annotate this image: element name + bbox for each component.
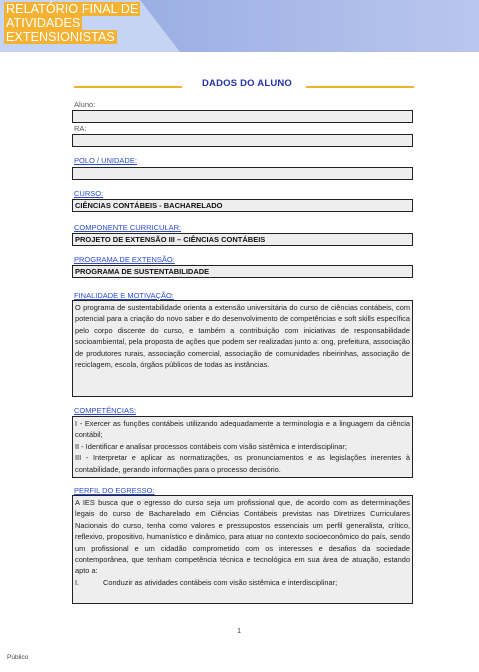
competencia-item: I - Exercer as funções contábeis utilizando adequadamente a terminologia e a linguagem da ciência contábil;	[75, 419, 410, 440]
curso-field[interactable]: CIÊNCIAS CONTÁBEIS - BACHARELADO	[72, 199, 413, 212]
polo-field[interactable]	[72, 167, 413, 180]
finalidade-label: FINALIDADE E MOTIVAÇÃO:	[74, 291, 174, 300]
curso-label: CURSO:	[74, 189, 104, 198]
ra-field[interactable]	[72, 134, 413, 147]
programa-label: PROGRAMA DE EXTENSÃO:	[74, 255, 175, 264]
perfil-textbox[interactable]	[72, 495, 413, 604]
heading-rule-right	[306, 86, 414, 88]
perfil-item-text: Conduzir as atividades contábeis com visão sistêmica e interdisciplinar;	[103, 577, 338, 587]
competencias-label: COMPETÊNCIAS:	[74, 406, 137, 415]
finalidade-textbox[interactable]: O programa de sustentabilidade orienta a extensão universitária do curso de ciências contábeis, com potencial para a criação do novo saber e do desenvolvimento de competências e soft skills específica pelo corpo discente do curso, e também a contribuição com iniciativas de responsabilidade socioambiental, pela proposta de ações que podem ser realizadas junto a: ong, prefeitura, associação de produtores rurais, associação comercial, associação de comunidades ribeirinhas, associação de reciclagem, escola, órgãos públicos de todas as instâncias.	[72, 300, 413, 397]
perfil-item-number: I.	[75, 577, 80, 587]
competencias-textbox[interactable]	[72, 416, 413, 478]
section-heading	[74, 78, 414, 92]
banner-title-line1: RELATÓRIO FINAL DE	[6, 2, 139, 16]
banner-title-line2: ATIVIDADES	[6, 16, 81, 30]
componente-field[interactable]: PROJETO DE EXTENSÃO III – CIÊNCIAS CONTÁBEIS	[72, 233, 413, 246]
perfil-label: PERFIL DO EGRESSO:	[74, 486, 155, 495]
programa-field[interactable]: PROGRAMA DE SUSTENTABILIDADE	[72, 265, 413, 278]
banner-title-line3: EXTENSIONISTAS	[6, 30, 115, 44]
page-number: 1	[237, 626, 242, 635]
componente-label: COMPONENTE CURRICULAR:	[74, 223, 182, 232]
footer-classification: Público	[7, 654, 29, 661]
perfil-paragraph: A IES busca que o egresso do curso seja um profissional que, de acordo com as determinações legais do curso de Bacharelado em Ciências Contábeis previstas nas Diretrizes Curriculares Nacionais do curso, tenha como valores e pressupostos essenciais um perfil generalista, crítico, reflexivo, propositivo, humanístico e dinâmico, para atuar no contexto socioeconômico do país, sendo um profissional e um cidadão comprometido com os interesses e desafios da sociedade contemporânea, que tenham competência técnica e tecnológica em sua área de atuação, estando apto a:	[75, 498, 410, 576]
aluno-label: Aluno:	[74, 100, 96, 109]
polo-label: POLO / UNIDADE:	[74, 156, 137, 165]
ra-label: RA:	[74, 124, 87, 133]
competencia-item: III - Interpretar e aplicar as normatizações, os pronunciamentos e as legislações inerentes à contabilidade, gerando informações para o processo decisório.	[75, 453, 410, 474]
aluno-field[interactable]	[72, 110, 413, 123]
section-heading-text: DADOS DO ALUNO	[201, 78, 293, 89]
competencia-item: II - Identificar e analisar processos contábeis com visão sistêmica e interdisciplinar;	[75, 441, 347, 451]
banner-title	[4, 2, 144, 44]
header-banner	[0, 0, 479, 52]
perfil-item	[75, 577, 410, 588]
heading-rule-left	[74, 86, 182, 88]
